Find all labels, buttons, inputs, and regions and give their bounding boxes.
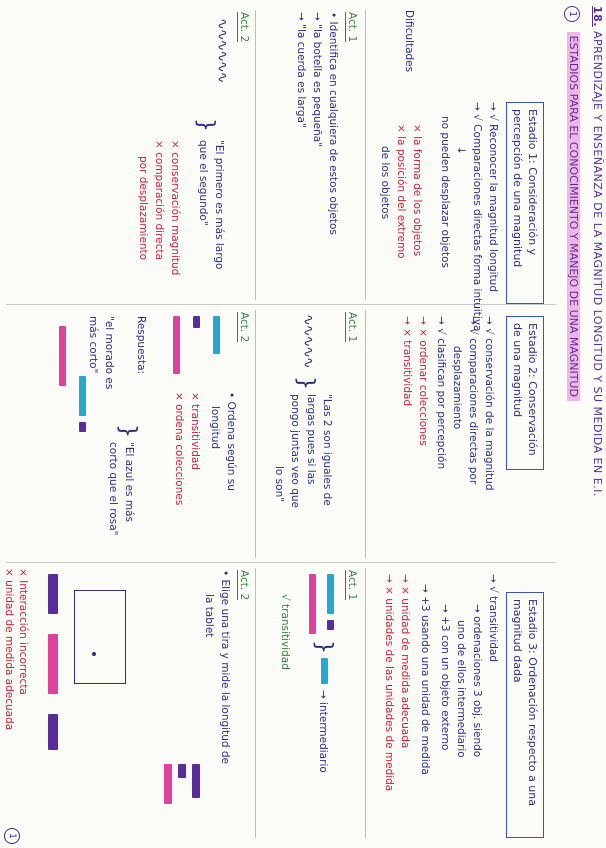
dificultad-2: × la posición del extremo — [395, 124, 407, 259]
purple-bar — [193, 316, 200, 328]
activity-2-line-2: que el segundo" — [197, 140, 209, 226]
activity-2-note-5: más corto" — [87, 316, 99, 374]
stage-2-line-4: → √ clasifican por percepción — [435, 316, 447, 470]
divider — [365, 310, 366, 558]
stage-2-line-3: desplazamiento — [451, 346, 463, 430]
stage-3-line-6: → × unidad de medida adecuada — [399, 574, 411, 749]
stage-3-line-3: uno de ellos intermediario — [455, 620, 467, 758]
stage-2-line-5: → × ordenar colecciones — [417, 316, 429, 446]
activity-1-line-1: → intermediario — [317, 690, 329, 773]
divider — [255, 310, 256, 558]
activity-2-label: Act. 2 — [238, 312, 250, 343]
header-number: 18. — [591, 6, 604, 27]
activity-2-note-4: "el morado es — [103, 316, 115, 390]
pink-bar — [59, 326, 66, 386]
activity-2-label: Act. 2 — [238, 570, 250, 601]
purple-bar — [178, 764, 186, 778]
activity-1-line-1: "Las 2 son iguales de — [321, 394, 333, 506]
column-stage-3 — [3, 564, 556, 842]
pink-bar — [164, 764, 172, 804]
activity-2-x-3: por desplazamiento — [137, 156, 149, 261]
activity-1-line-1: • Identifica en cualquiera de estos objetos — [327, 12, 339, 235]
pink-bar — [48, 634, 58, 694]
dot-drawing — [92, 652, 96, 656]
activity-1-label: Act. 1 — [346, 312, 358, 343]
cyan-bar — [79, 376, 86, 416]
cyan-bar — [327, 574, 334, 614]
activity-2-line-3: × transitividad — [189, 392, 201, 470]
stage-2-line-6: → × transitividad — [401, 316, 413, 407]
activity-2-note-3: corto que el rosa" — [107, 442, 119, 536]
stage-1-box — [506, 102, 544, 304]
brace-drawing: } — [311, 640, 336, 654]
stage-1-line-2: → √ Comparaciones directas forma intuitiva — [471, 102, 483, 332]
activity-1-label: Act. 1 — [346, 12, 358, 43]
stage-1-line-4: no pueden desplazar objetos — [439, 116, 451, 269]
activity-2-line-1: "El primero es más largo — [213, 140, 225, 270]
brace-drawing: } — [293, 376, 318, 390]
page-number: 1 — [4, 828, 20, 844]
divider — [365, 10, 366, 300]
wave-line-drawing: ∿∿∿∿∿ — [300, 314, 316, 368]
activity-2-x-1: × conservación magnitud — [169, 140, 181, 276]
purple-bar — [48, 574, 58, 614]
activity-1-label: Act. 1 — [346, 570, 358, 601]
pink-bar — [309, 574, 316, 634]
dificultades-label: Dificultades — [403, 10, 415, 73]
cyan-bar — [321, 658, 328, 684]
dificultad-1: × la forma de los objetos — [411, 124, 423, 257]
rectangle-drawing — [74, 590, 126, 684]
stage-3-line-5: → +3 usando una unidad de medida — [419, 584, 431, 775]
activity-2-line-4: × ordena colecciones — [173, 392, 185, 506]
activity-2-label: Act. 2 — [238, 12, 250, 43]
column-stage-1 — [6, 6, 556, 332]
brace-drawing: } — [193, 118, 218, 132]
activity-1-line-3: pongo juntas veo que — [289, 394, 301, 508]
stage-3-title: Estadio 3: Ordenación respecto a una magnitud dada — [511, 599, 539, 806]
stage-3-line-2: → ordenaciones 3 obj. siendo — [471, 604, 483, 758]
pink-bar — [173, 316, 180, 374]
stage-1-line-1: → √ Reconocer la magnitud longitud — [487, 102, 499, 292]
wave-line-drawing: ∿∿∿∿∿∿ — [214, 18, 230, 83]
stage-2-title: Estadio 2: Conservación de una magnitud — [511, 323, 539, 456]
stage-3-line-1: → √ transitividad — [487, 574, 499, 663]
stage-3-box — [506, 592, 544, 838]
stage-1-title: Estadio 1: Consideración y percepción de una magnitud — [511, 109, 539, 268]
activity-2-x-1: × Interacción incorrecta — [17, 568, 29, 695]
header-title: APRENDIZAJE Y ENSEÑANZA DE LA MAGNITUD LONGITUD Y SU MEDIDA EN E.I. — [591, 31, 604, 497]
activity-1-line-2: √ transitividad — [279, 594, 291, 670]
activity-1-line-3: → "la cuerda es larga" — [295, 12, 307, 128]
activity-2-x-2: × comparación directa — [153, 140, 165, 260]
activity-2-note-1: Respuesta: — [135, 316, 147, 375]
activity-2-line-2: longitud — [209, 406, 221, 450]
stage-2-line-1: → √ conservación de la magnitud — [483, 316, 495, 491]
activity-2-line-1: • Elige una tira y mide la longitud de — [219, 570, 231, 764]
column-stage-2 — [6, 306, 556, 563]
section-title — [560, 6, 580, 842]
activity-2-note-2: "El azul es más — [123, 442, 135, 522]
activity-2-line-2: la tablet — [203, 594, 215, 638]
section-number: 1 — [564, 6, 580, 22]
stage-3-line-4: → +3 con un objeto externo — [439, 604, 451, 751]
dificultad-2-cont: de los objetos — [379, 146, 391, 220]
brace-drawing: } — [115, 424, 140, 438]
activity-1-line-2: → "la botella es pequeña" — [311, 12, 323, 148]
divider — [365, 568, 366, 838]
activity-1-line-2: largas pues si las — [305, 394, 317, 485]
activity-2-x-2: × unidad de medida adecuada — [3, 568, 15, 731]
stage-1-line-3: ↓ — [455, 146, 467, 155]
stage-2-box — [506, 316, 544, 470]
activity-2-line-1: • Ordena según su — [225, 392, 237, 491]
divider — [255, 568, 256, 838]
purple-bar — [327, 620, 334, 630]
page-header — [582, 6, 604, 842]
purple-bar — [192, 764, 200, 798]
activity-1-line-4: lo son" — [273, 466, 285, 503]
section-label: ESTADIOS PARA EL CONOCIMIENTO Y MANEJO DE UNA MAGNITUD — [567, 32, 580, 401]
purple-bar — [48, 714, 58, 750]
purple-bar — [79, 422, 86, 432]
cyan-bar — [213, 316, 220, 354]
stage-3-line-7: → × unidades de las unidades de medida — [383, 574, 395, 792]
stage-2-line-2: → √ comparaciones directas por — [467, 316, 479, 485]
divider — [255, 10, 256, 300]
